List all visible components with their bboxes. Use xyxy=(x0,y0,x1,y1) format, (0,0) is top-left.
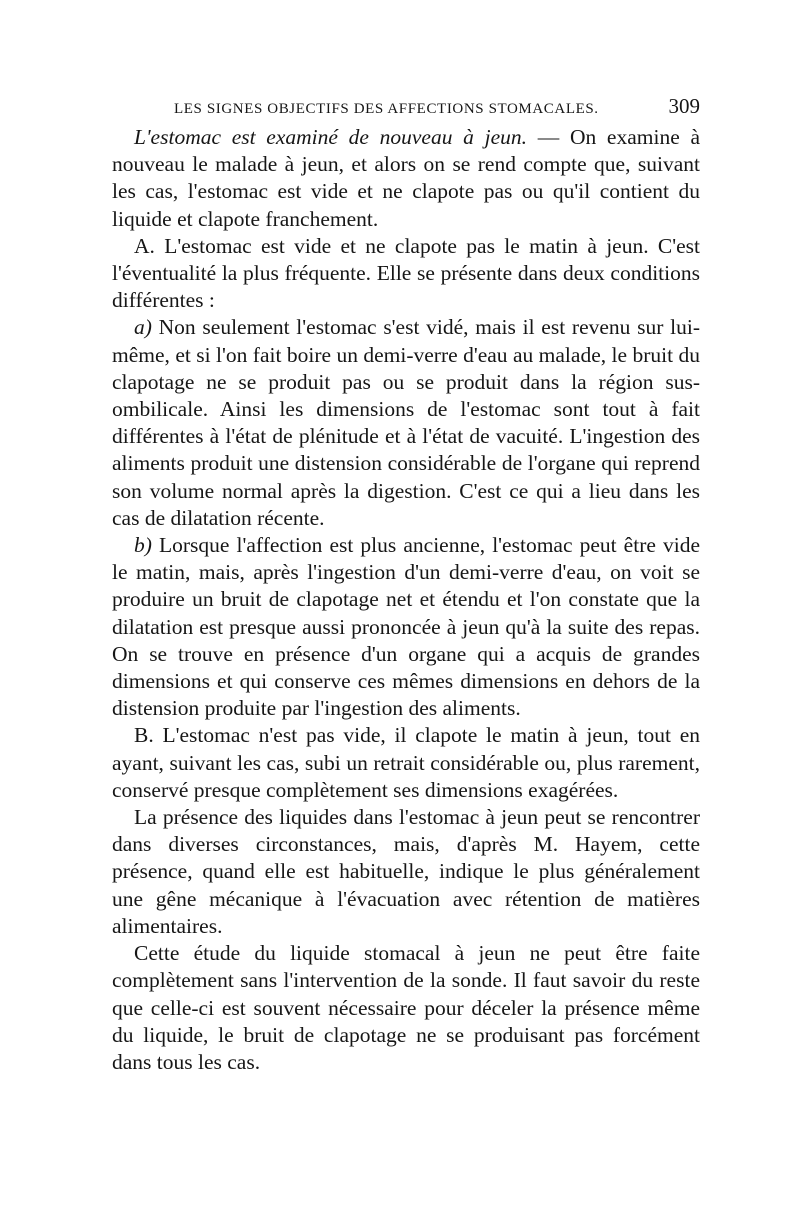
paragraph-case-a xyxy=(112,233,700,315)
paragraph-case-b-text: B. L'estomac n'est pas vide, il clapote le matin à jeun, tout en ayant, suivant les cas, subi un retrait considérable ou, plus rarement, conservé presque complètement ses dimensions exagérées. xyxy=(112,723,700,802)
paragraph-liquids xyxy=(112,804,700,940)
paragraph-intro-text: — On examine à nouveau le malade à jeun, et alors on se rend compte que, suivant les cas, l'estomac est vide et ne clapote pas ou qu'il contient du liquide et clapote franchement. xyxy=(112,125,700,231)
page-number: 309 xyxy=(668,94,700,118)
book-page xyxy=(112,94,700,1076)
running-title: LES SIGNES OBJECTIFS DES AFFECTIONS STOMACALES. xyxy=(174,101,599,117)
paragraph-sub-b xyxy=(112,532,700,722)
paragraph-case-a-text: A. L'estomac est vide et ne clapote pas le matin à jeun. C'est l'éventualité la plus fréquente. Elle se présente dans deux conditions différentes : xyxy=(112,233,700,313)
body-text xyxy=(112,124,700,1076)
paragraph-case-b xyxy=(112,722,700,804)
paragraph-probe xyxy=(112,940,700,1076)
running-header xyxy=(174,94,700,124)
paragraph-sub-b-text: Lorsque l'affection est plus ancienne, l'estomac peut être vide le matin, mais, après l'ingestion d'un demi-verre d'eau, on voit se produire un bruit de clapotage net et étendu et l'on constate que la dilatation est presque aussi prononcée à jeun qu'à la suite des repas. On se trouve en présence d'un organe qui a acquis de grandes dimensions et qui conserve ces mêmes dimensions en dehors de la distension produite par l'ingestion des aliments. xyxy=(112,533,700,721)
paragraph-sub-a-label: a) xyxy=(134,315,152,340)
paragraph-sub-a-text: Non seulement l'estomac s'est vidé, mais il est revenu sur lui-même, et si l'on fait boire un demi-verre d'eau au malade, le bruit du clapotage ne se produit pas ou se produit dans la région sus-ombilicale. Ainsi les dimensions de l'estomac sont tout à fait différentes à l'état de plénitude et à l'état de vacuité. L'ingestion des aliments produit une distension considérable de l'organe qui reprend son volume normal après la digestion. C'est ce qui a lieu dans les cas de dilatation récente. xyxy=(112,315,700,530)
paragraph-sub-b-label: b) xyxy=(134,533,152,558)
paragraph-liquids-text: La présence des liquides dans l'estomac à jeun peut se rencontrer dans diverses circonstances, mais, d'après M. Hayem, cette présence, quand elle est habituelle, indique le plus généralement une gêne mécanique à l'évacuation avec rétention de matières alimentaires. xyxy=(112,805,700,938)
paragraph-intro-italic-lead: L'estomac est examiné de nouveau à jeun. xyxy=(134,125,528,149)
paragraph-sub-a xyxy=(112,314,700,532)
paragraph-probe-text: Cette étude du liquide stomacal à jeun ne peut être faite complètement sans l'intervention de la sonde. Il faut savoir du reste que celle-ci est souvent nécessaire pour déceler la présence même du liquide, le bruit de clapotage ne se produisant pas forcément dans tous les cas. xyxy=(112,941,700,1074)
paragraph-intro xyxy=(112,124,700,233)
